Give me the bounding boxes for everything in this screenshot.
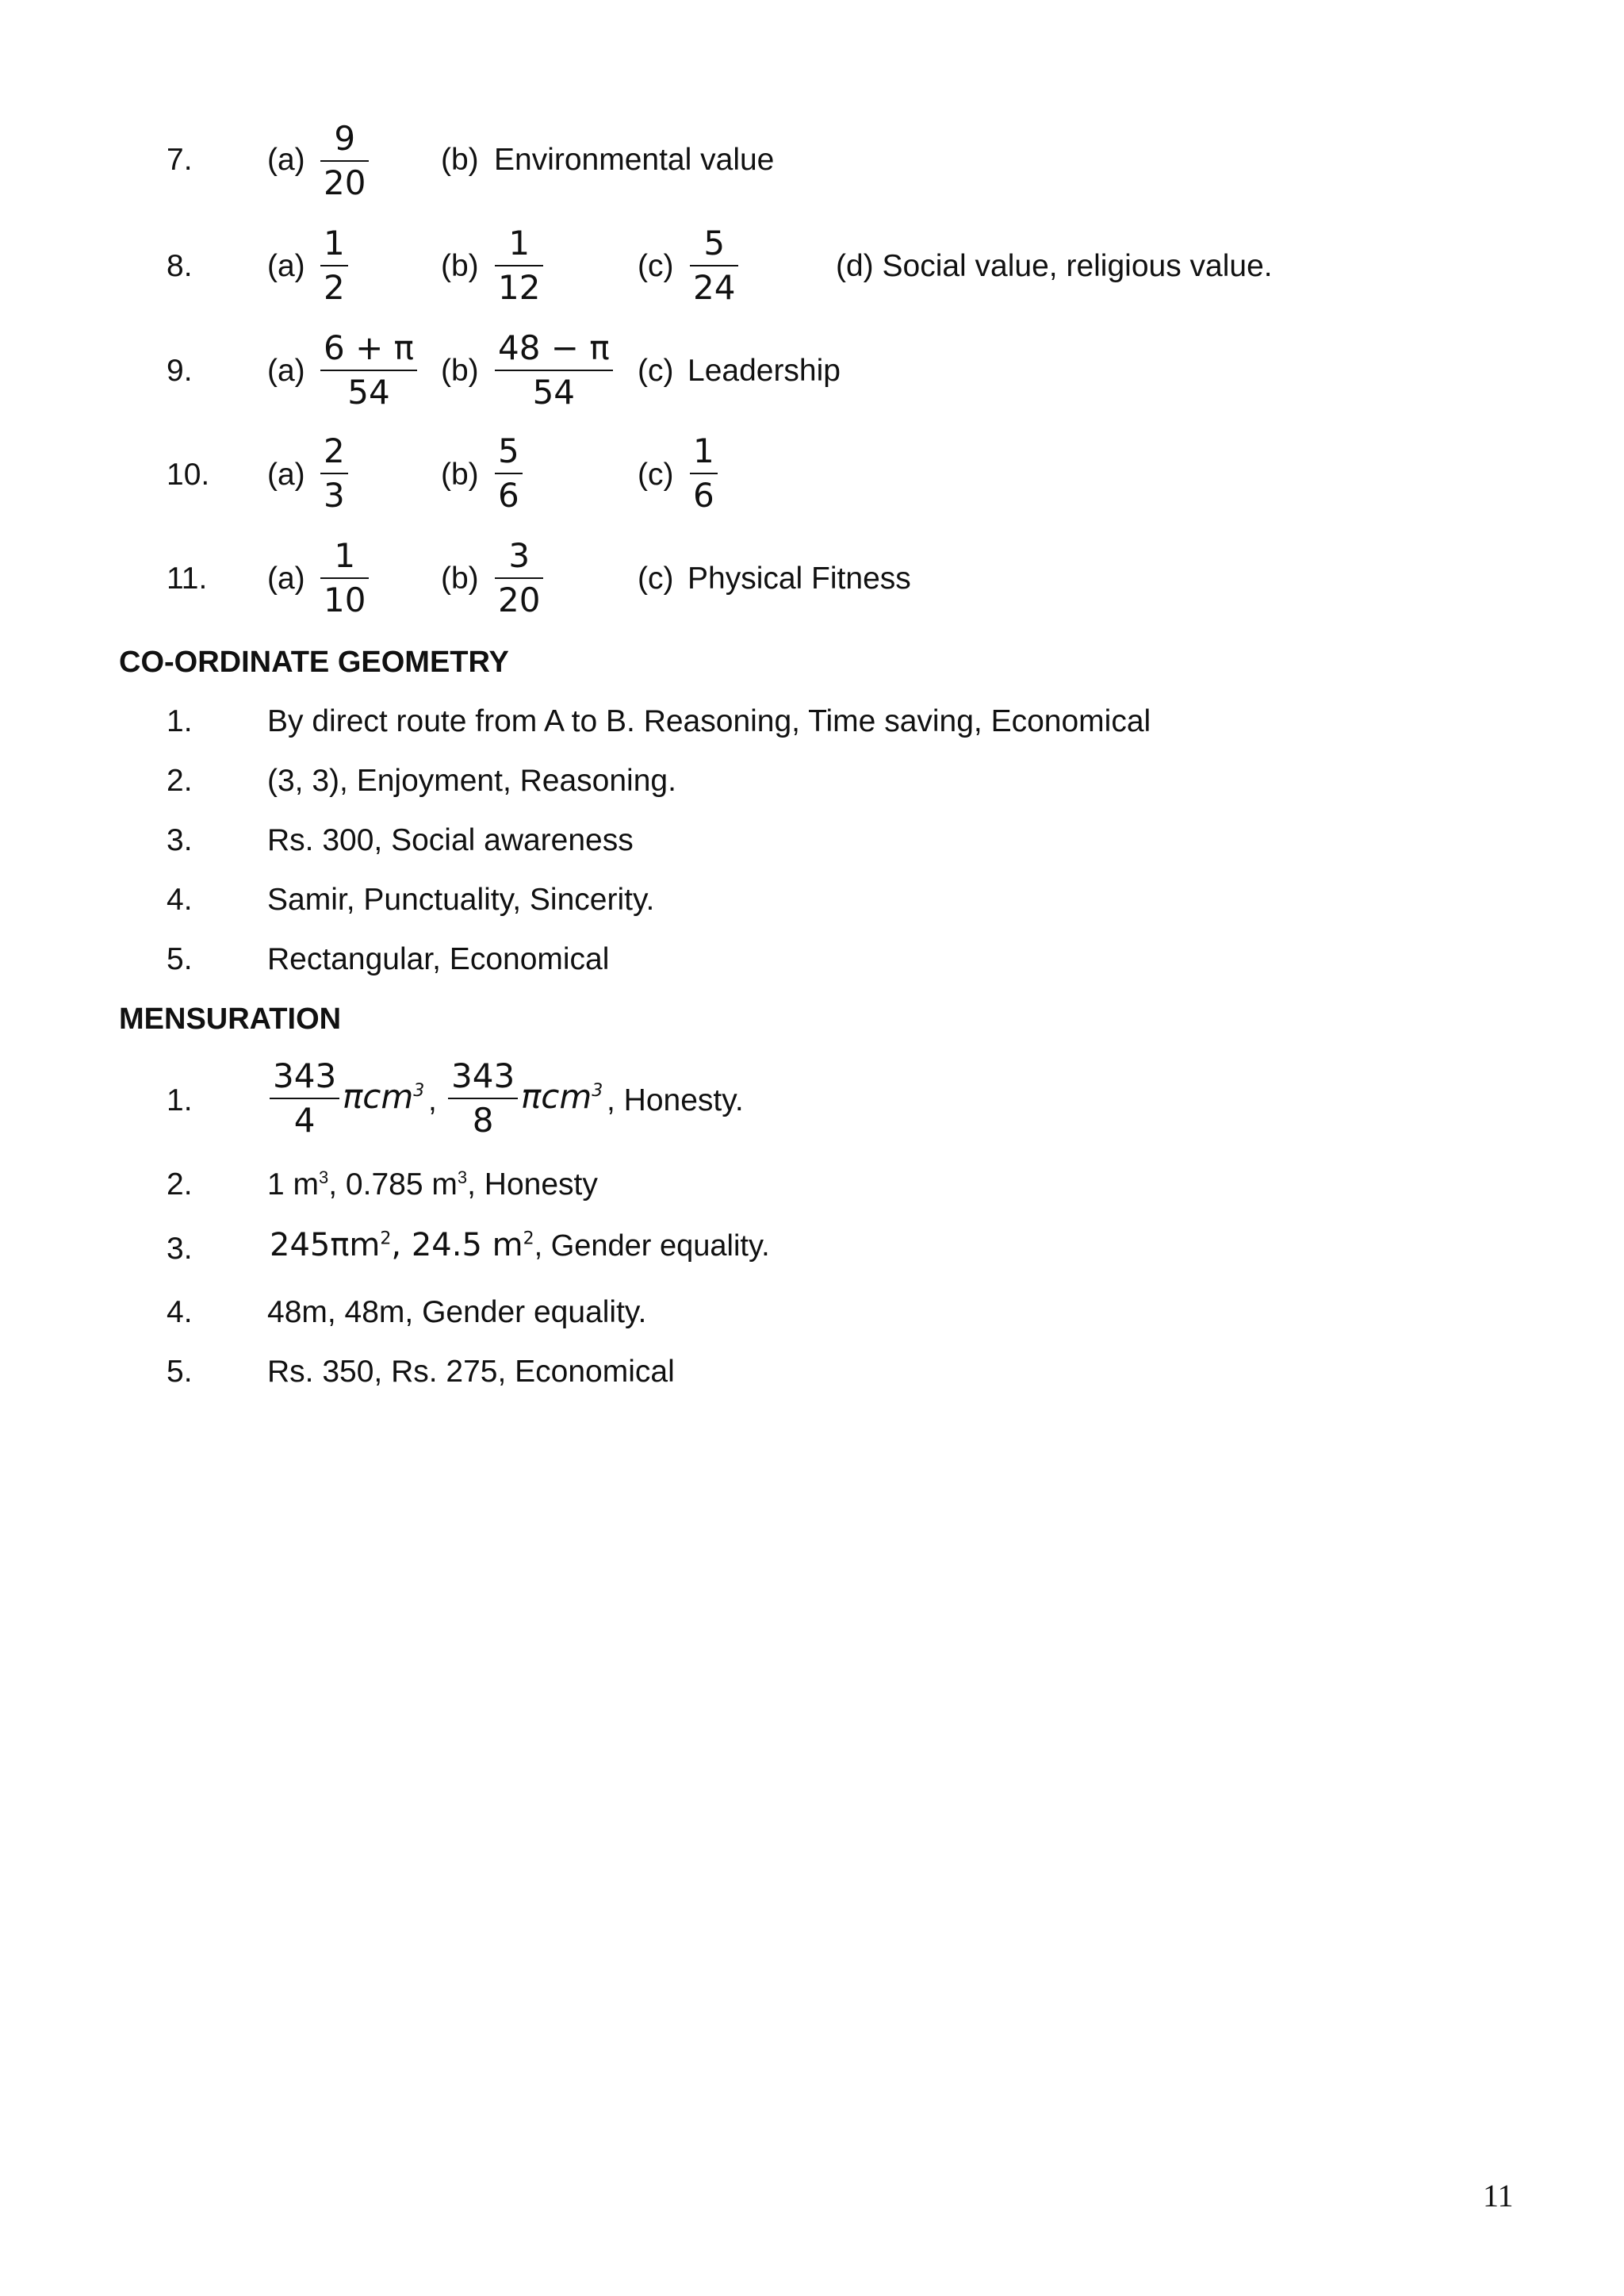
q8-number: 8. [167,249,193,283]
m1-fraction-1 [270,1056,339,1140]
page-number: 11 [1483,2178,1514,2214]
m1-unit-2-exponent: 3 [592,1081,603,1101]
m1-f1-denominator: 4 [293,1101,316,1140]
m2-text [267,1169,598,1200]
m2-number: 2. [167,1167,193,1202]
q11-a-fraction [320,536,369,619]
q8-b-fraction [495,224,543,307]
q8-b-denominator: 12 [498,268,541,307]
q9-c-label: (c) [638,354,674,388]
m3-number: 3. [167,1232,193,1266]
m2-exp-2: 3 [457,1167,468,1187]
m3-part-3: , Gender equality. [534,1229,770,1263]
q11-b-fraction [495,536,543,619]
q10-b-numerator: 5 [498,431,519,470]
q10-a-denominator: 3 [324,476,345,515]
q8-a-denominator: 2 [324,268,345,307]
m3-part-1: 245πm [270,1227,381,1263]
q9-c-text: Leadership [688,354,841,388]
q9-b-denominator: 54 [532,373,576,412]
q10-b-label: (b) [441,458,479,492]
cg-item-text: Rectangular, Economical [267,942,610,976]
q10-a-numerator: 2 [324,431,345,470]
q7-a-numerator: 9 [334,119,356,158]
q7-a-fraction [320,119,369,202]
section-heading-mensuration: MENSURATION [119,1002,342,1036]
m5-number: 5. [167,1355,193,1389]
q11-a-numerator: 1 [334,536,356,575]
cg-item-text: Samir, Punctuality, Sincerity. [267,883,655,917]
m2-part-1: 1 m [267,1167,320,1202]
q7-a-denominator: 20 [324,163,366,202]
q9-number: 9. [167,354,193,388]
cg-item-number: 3. [167,823,193,857]
q11-c-text: Physical Fitness [688,562,911,596]
m4-text: 48m, 48m, Gender equality. [267,1295,647,1329]
m1-tail: , Honesty. [607,1083,744,1117]
q7-a-label: (a) [267,143,305,177]
q11-b-denominator: 20 [498,581,541,619]
q8-c-numerator: 5 [703,224,726,263]
q8-b-label: (b) [441,249,479,283]
m3-exp-2: 2 [523,1228,534,1249]
m1-fraction-2 [448,1056,518,1140]
q11-a-denominator: 10 [324,581,366,619]
q10-b-denominator: 6 [498,476,519,515]
cg-item-text: (3, 3), Enjoyment, Reasoning. [267,764,676,798]
m1-f2-numerator: 343 [451,1056,515,1095]
m2-exp-1: 3 [319,1167,329,1187]
m1-unit-1 [343,1077,425,1116]
m1-f2-denominator: 8 [472,1101,494,1140]
m1-unit-2-text: πcm [521,1077,592,1116]
m1-comma: , [428,1083,437,1117]
cg-item-number: 1. [167,704,193,738]
cg-item-number: 5. [167,942,193,976]
m1-number: 1. [167,1083,193,1117]
q8-a-label: (a) [267,249,305,283]
q9-b-numerator: 48 − π [498,328,610,367]
cg-item-number: 4. [167,883,193,917]
q8-b-numerator: 1 [508,224,530,263]
q10-c-denominator: 6 [693,476,714,515]
m1-unit-1-text: πcm [343,1077,414,1116]
q11-b-label: (b) [441,562,479,596]
q11-a-label: (a) [267,562,305,596]
q7-b-label: (b) [441,143,479,177]
cg-item-text: Rs. 300, Social awareness [267,823,634,857]
q8-c-label: (c) [638,249,674,283]
m1-unit-1-exponent: 3 [413,1081,425,1101]
q11-number: 11. [167,562,208,596]
q9-a-label: (a) [267,354,305,388]
q8-a-fraction [320,224,348,307]
m4-number: 4. [167,1295,193,1329]
q11-c-label: (c) [638,562,674,596]
q10-a-fraction [320,431,348,515]
q8-a-numerator: 1 [324,224,345,263]
q9-a-denominator: 54 [347,373,390,412]
q9-b-label: (b) [441,354,479,388]
cg-item-number: 2. [167,764,193,798]
q8-c-fraction [690,224,738,307]
m3-text [270,1229,770,1261]
cg-item-text: By direct route from A to B. Reasoning, Time saving, Economical [267,704,1151,738]
section-heading-coordinate-geometry: CO-ORDINATE GEOMETRY [119,646,509,679]
m5-text: Rs. 350, Rs. 275, Economical [267,1355,675,1389]
m2-part-2: , 0.785 m [328,1167,458,1202]
m1-f1-numerator: 343 [273,1056,337,1095]
q10-number: 10. [167,458,210,492]
q8-d-text: (d) Social value, religious value. [836,249,1273,283]
q10-c-label: (c) [638,458,674,492]
q10-c-numerator: 1 [693,431,714,470]
q7-b-text: Environmental value [494,143,775,177]
q9-b-fraction [495,328,613,412]
m3-part-2: , 24.5 m [391,1227,523,1263]
q9-a-numerator: 6 + π [324,328,414,367]
m1-unit-2 [521,1077,603,1116]
m3-exp-1: 2 [380,1228,392,1249]
q11-b-numerator: 3 [508,536,530,575]
q10-c-fraction [690,431,718,515]
q9-a-fraction [320,328,417,412]
q10-a-label: (a) [267,458,305,492]
q7-number: 7. [167,143,193,177]
q10-b-fraction [495,431,523,515]
q8-c-denominator: 24 [693,268,736,307]
m2-part-3: , Honesty [467,1167,598,1202]
